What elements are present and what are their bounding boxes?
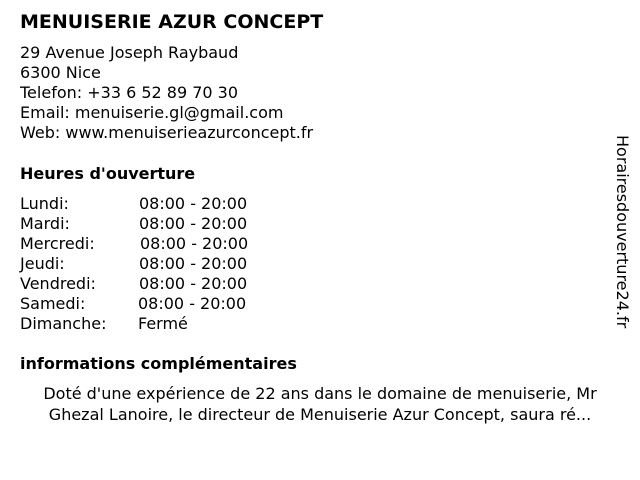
time-value: Fermé bbox=[138, 314, 188, 333]
contact-block bbox=[20, 43, 313, 143]
day-label: Jeudi: bbox=[20, 254, 65, 273]
day-label: Mercredi: bbox=[20, 234, 95, 253]
address-street: 29 Avenue Joseph Raybaud bbox=[20, 43, 239, 62]
hours-heading: Heures d'ouverture bbox=[20, 164, 196, 183]
address-city: 6300 Nice bbox=[20, 63, 101, 82]
email-address[interactable]: Email: menuiserie.gl@gmail.com bbox=[20, 103, 284, 122]
day-label: Dimanche: bbox=[20, 314, 107, 333]
time-value: 08:00 - 20:00 bbox=[138, 294, 247, 313]
time-value: 08:00 - 20:00 bbox=[140, 234, 249, 253]
business-description: Doté d'une expérience de 22 ans dans le domaine de menuiserie, Mr Ghezal Lanoire, le directeur de Menuiserie Azur Concept, saura ré... bbox=[43, 384, 597, 424]
info-heading: informations complémentaires bbox=[20, 354, 297, 373]
day-label: Mardi: bbox=[20, 214, 70, 233]
time-value: 08:00 - 20:00 bbox=[139, 254, 248, 273]
day-label: Vendredi: bbox=[20, 274, 96, 293]
business-name: MENUISERIE AZUR CONCEPT bbox=[20, 11, 324, 33]
day-label: Lundi: bbox=[20, 194, 69, 213]
site-watermark: Horairesdouverture24.fr bbox=[613, 135, 632, 329]
phone-number[interactable]: Telefon: +33 6 52 89 70 30 bbox=[20, 83, 239, 102]
day-label: Samedi: bbox=[20, 294, 86, 313]
website-link[interactable]: Web: www.menuiserieazurconcept.fr bbox=[20, 123, 314, 142]
time-value: 08:00 - 20:00 bbox=[139, 194, 248, 213]
time-value: 08:00 - 20:00 bbox=[139, 274, 248, 293]
time-value: 08:00 - 20:00 bbox=[139, 214, 248, 233]
